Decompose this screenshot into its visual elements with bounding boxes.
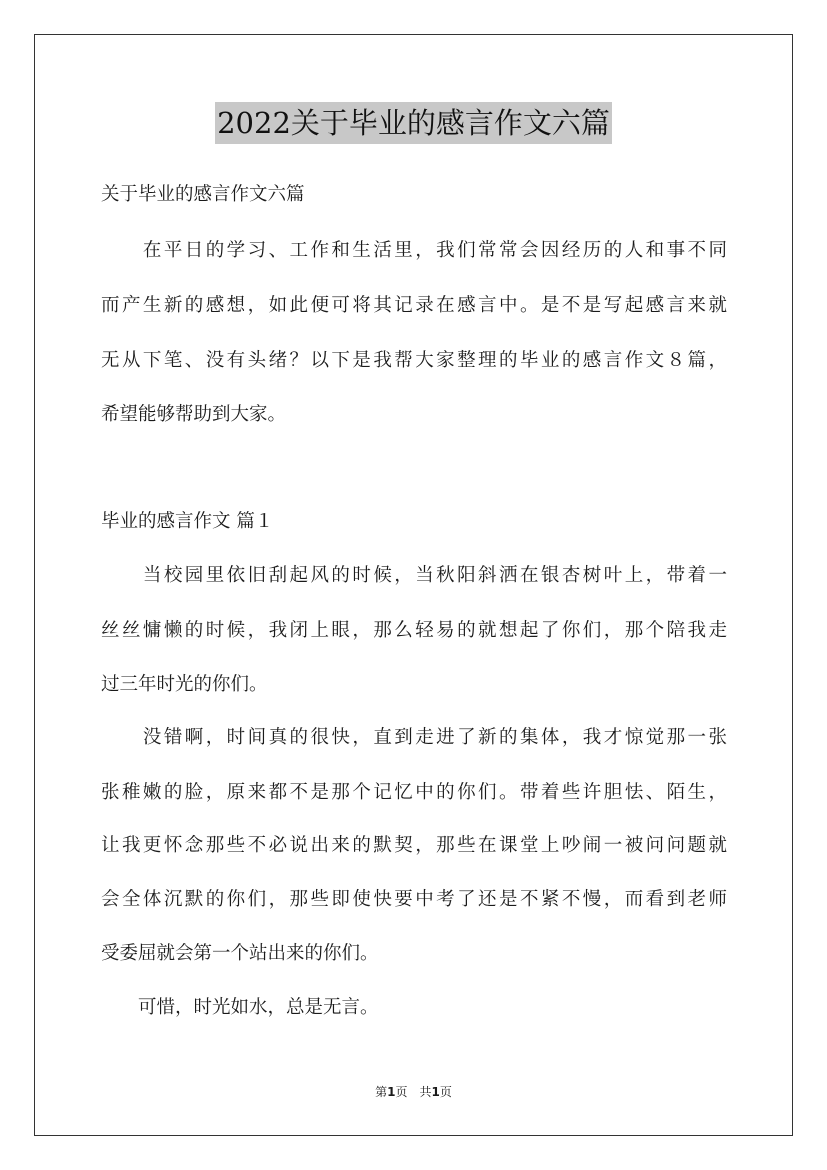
footer-suffix: 页: [439, 1085, 452, 1099]
intro-line: 在平日的学习、工作和生活里，我们常常会因经历的人和事不同: [101, 240, 727, 261]
paragraph-line: 可惜，时光如水，总是无言。: [101, 997, 379, 1018]
footer-page-number: 1: [387, 1085, 396, 1099]
paragraph-line: 没错啊，时间真的很快，直到走进了新的集体，我才惊觉那一张: [101, 727, 727, 748]
intro-line: 希望能够帮助到大家。: [101, 404, 287, 425]
page-footer: [0, 1083, 827, 1100]
intro-line: 而产生新的感想，如此便可将其记录在感言中。是不是写起感言来就: [101, 295, 727, 316]
intro-line: 无从下笔、没有头绪？以下是我帮大家整理的毕业的感言作文８篇，: [101, 350, 727, 371]
paragraph-line: 让我更怀念那些不必说出来的默契，那些在课堂上吵闹一被问问题就: [101, 835, 727, 856]
paragraph-line: 会全体沉默的你们，那些即使快要中考了还是不紧不慢，而看到老师: [101, 889, 727, 910]
document-title: 2022关于毕业的感言作文六篇: [215, 102, 612, 144]
footer-total-pages: 1: [431, 1085, 440, 1099]
footer-mid: 页 共: [395, 1085, 432, 1099]
section-heading: 毕业的感言作文 篇１: [101, 511, 274, 532]
footer-prefix: 第: [375, 1085, 388, 1099]
paragraph-line: 丝丝慵懒的时候，我闭上眼，那么轻易的就想起了你们，那个陪我走: [101, 620, 727, 641]
paragraph-line: 受委屈就会第一个站出来的你们。: [101, 943, 379, 964]
paragraph-line: 当校园里依旧刮起风的时候，当秋阳斜洒在银杏树叶上，带着一: [101, 565, 727, 586]
paragraph-line: 张稚嫩的脸，原来都不是那个记忆中的你们。带着些许胆怯、陌生，: [101, 782, 727, 803]
paragraph-line: 过三年时光的你们。: [101, 674, 268, 695]
document-subtitle: 关于毕业的感言作文六篇: [101, 184, 305, 205]
title-container: [0, 102, 827, 144]
